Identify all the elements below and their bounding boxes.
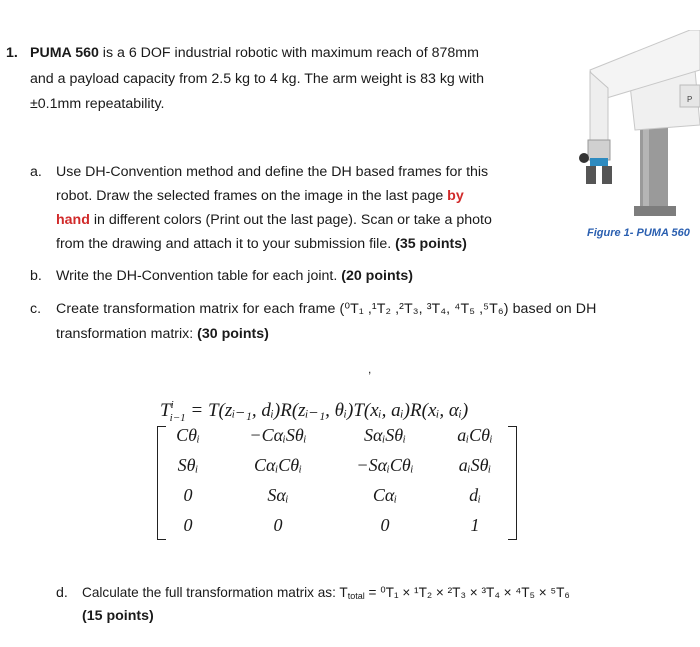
matrix-cell: SαᵢSθᵢ xyxy=(364,425,406,445)
part-b-text-line xyxy=(56,267,413,285)
question-number: 1. xyxy=(6,45,18,61)
question-intro-line-1 xyxy=(30,44,479,62)
matrix-cell: aᵢCθᵢ xyxy=(457,425,493,445)
hand-emphasis: hand xyxy=(56,212,90,228)
part-b-points: (20 points) xyxy=(341,268,413,284)
robot-name: PUMA 560 xyxy=(30,45,99,61)
part-a-line-3 xyxy=(56,211,492,229)
matrix-cell: 1 xyxy=(470,515,480,535)
matrix-cell: −SαᵢCθᵢ xyxy=(356,455,414,475)
part-b-text: Write the DH-Convention table for each joint. xyxy=(56,268,342,284)
part-a-points: (35 points) xyxy=(395,236,467,252)
part-c-line-1: Create transformation matrix for each frame (⁰T₁ ,¹T₂ ,²T₃, ³T₄, ⁴T₅ ,⁵T₆) based on DH xyxy=(56,301,597,317)
part-d-text: Calculate the full transformation matrix as: T xyxy=(82,585,348,600)
part-a-line-2 xyxy=(56,187,464,205)
part-a-line-4-text: from the drawing and attach it to your submission file. xyxy=(56,236,396,252)
by-emphasis: by xyxy=(447,188,464,204)
part-d-text-line xyxy=(82,584,570,605)
part-d-points: (15 points) xyxy=(82,608,154,624)
stray-mark: , xyxy=(368,362,372,376)
part-b-label: b. xyxy=(30,268,42,284)
question-intro-line-2: and a payload capacity from 2.5 kg to 4 kg. The arm weight is 83 kg with xyxy=(30,71,484,87)
dh-equation-lhs: T xyxy=(160,400,171,421)
total-subscript: total xyxy=(347,591,365,601)
matrix-cell: 0 xyxy=(273,515,283,535)
svg-text:P: P xyxy=(687,95,693,104)
matrix-cell: Sαᵢ xyxy=(267,485,289,505)
part-c-label: c. xyxy=(30,301,42,317)
matrix-cell: CαᵢCθᵢ xyxy=(254,455,302,475)
matrix-cell: dᵢ xyxy=(469,485,481,505)
part-a-line-4 xyxy=(56,235,467,253)
part-c-points: (30 points) xyxy=(197,326,269,342)
question-intro-line-3: ±0.1mm repeatability. xyxy=(30,96,165,112)
dh-equation: $T^i_{i-1}$ = T(zᵢ₋₁, dᵢ)R(zᵢ₋₁, θᵢ)T(xᵢ, aᵢ)R(xᵢ, αᵢ) xyxy=(160,399,469,424)
part-c-line-2-text: transformation matrix: xyxy=(56,326,198,342)
matrix-cell: 0 xyxy=(183,515,193,535)
figure-caption: Figure 1- PUMA 560 xyxy=(587,227,690,239)
intro-line-1-text: is a 6 DOF industrial robotic with maximum reach of 878mm xyxy=(98,45,479,61)
robot-arm-photo xyxy=(560,30,700,220)
part-a-line-2-text: robot. Draw the selected frames on the image in the last page xyxy=(56,188,448,204)
matrix-cell: 0 xyxy=(380,515,390,535)
part-d-label: d. xyxy=(56,585,68,601)
matrix-cell: Cαᵢ xyxy=(372,485,398,505)
part-c-line-2 xyxy=(56,325,269,343)
dh-equation-rhs: = T(zᵢ₋₁, dᵢ)R(zᵢ₋₁, θᵢ)T(xᵢ, aᵢ)R(xᵢ, αᵢ) xyxy=(190,400,469,421)
part-d-formula: = ⁰T₁ × ¹T₂ × ²T₃ × ³T₄ × ⁴T₅ × ⁵T₆ xyxy=(364,585,570,600)
matrix-cell: Cθᵢ xyxy=(176,425,200,445)
matrix-cell: aᵢSθᵢ xyxy=(458,455,492,475)
matrix-cell: Sθᵢ xyxy=(177,455,199,475)
part-a-label: a. xyxy=(30,164,42,180)
part-a-line-3-text: in different colors (Print out the last page). Scan or take a photo xyxy=(89,212,492,228)
matrix-cell: 0 xyxy=(183,485,193,505)
part-a-line-1: Use DH-Convention method and define the DH based frames for this xyxy=(56,164,489,180)
matrix-cell: −CαᵢSθᵢ xyxy=(249,425,307,445)
